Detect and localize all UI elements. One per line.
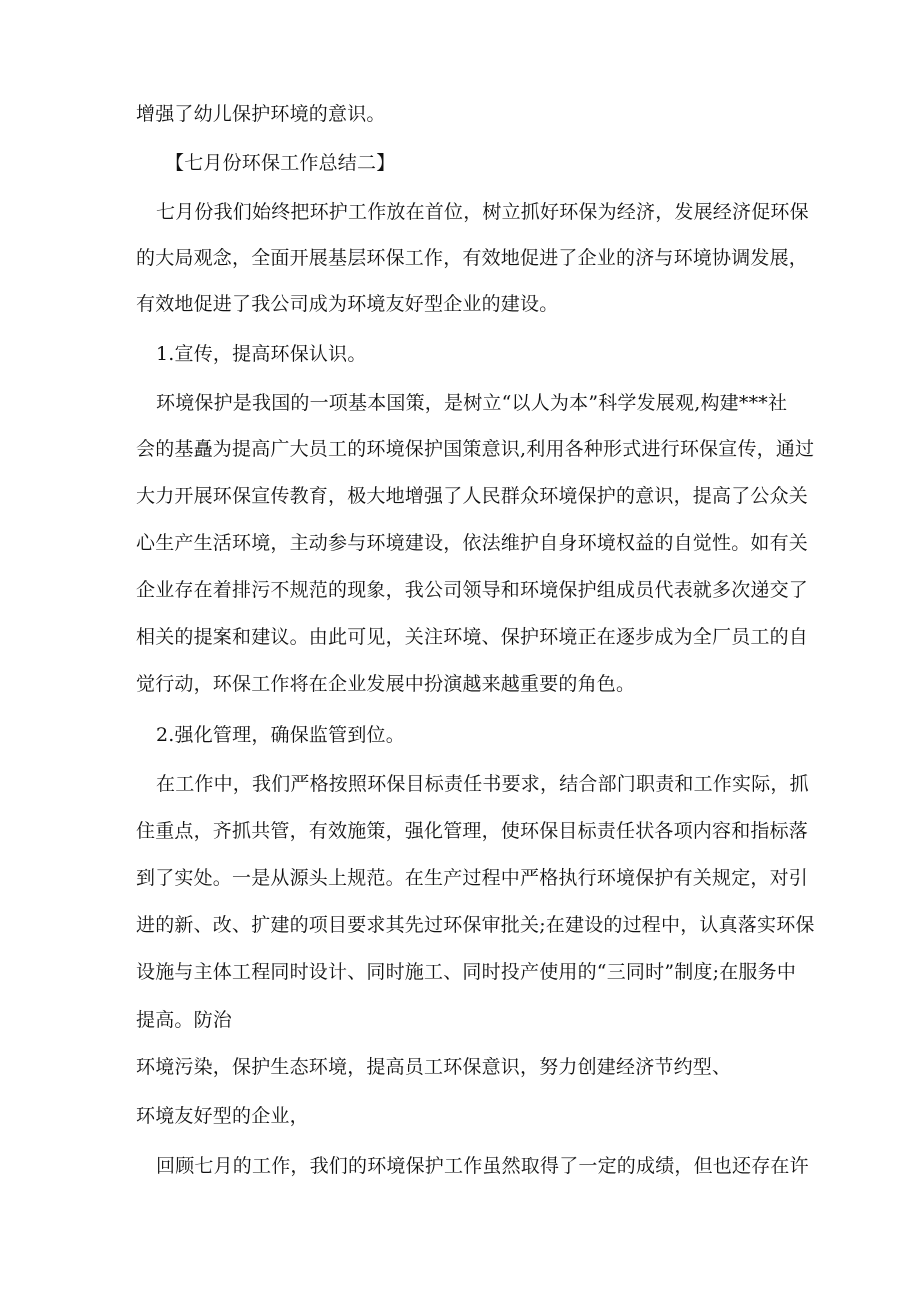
text-line: 增强了幼儿保护环境的意识。 — [136, 103, 386, 125]
section-heading: 【七月份环保工作总结二】 — [165, 152, 396, 174]
text-line: 到了实处。一是从源头上规范。在生产过程中严格执行环境保护有关规定，对引 — [136, 867, 809, 889]
text-line: 设施与主体工程同时设计、同时施工、同时投产使用的“三同时”制度;在服务中 — [136, 961, 797, 983]
text-line: 在工作中，我们严格按照环保目标责任书要求，结合部门职责和工作实际，抓 — [156, 773, 809, 795]
text-line: 会的基矗为提高广大员工的环境保护国策意识,利用各种形式进行环保宣传，通过 — [136, 438, 815, 460]
text-line: 环境保护是我国的一项基本国策，是树立“以人为本”科学发展观,构建***社 — [156, 392, 788, 414]
text-line: 住重点，齐抓共管，有效施策，强化管理，使环保目标责任状各项内容和指标落 — [136, 820, 809, 842]
text-line: 环境友好型的企业， — [136, 1105, 309, 1127]
subheading: 2.强化管理，确保监管到位。 — [156, 724, 405, 746]
text-line: 环境污染，保护生态环境，提高员工环保意识，努力创建经济节约型、 — [136, 1056, 732, 1078]
text-line: 觉行动，环保工作将在企业发展中扮演越来越重要的角色。 — [136, 673, 636, 695]
text-line: 提高。防治 — [136, 1009, 233, 1031]
text-line: 回顾七月的工作，我们的环境保护工作虽然取得了一定的成绩，但也还存在许 — [156, 1155, 809, 1177]
text-line: 进的新、改、扩建的项目要求其先过环保审批关;在建设的过程中，认真落实环保 — [136, 914, 815, 936]
text-line: 有效地促进了我公司成为环境友好型企业的建设。 — [136, 293, 559, 315]
text-line: 相关的提案和建议。由此可见，关注环境、保护环境正在逐步成为全厂员工的自 — [136, 626, 809, 648]
text-line: 心生产生活环境，主动参与环境建设，依法维护自身环境权益的自觉性。如有关 — [136, 532, 809, 554]
subheading: 1.宣传，提高环保认识。 — [156, 343, 367, 365]
text-line: 企业存在着排污不规范的现象，我公司领导和环境保护组成员代表就多次递交了 — [136, 579, 809, 601]
text-line: 的大局观念，全面开展基层环保工作，有效地促进了企业的济与环境协调发展， — [136, 247, 809, 269]
text-line: 七月份我们始终把环护工作放在首位，树立抓好环保为经济，发展经济促环保 — [156, 201, 809, 223]
text-line: 大力开展环保宣传教育，极大地增强了人民群众环境保护的意识，提高了公众关 — [136, 485, 809, 507]
